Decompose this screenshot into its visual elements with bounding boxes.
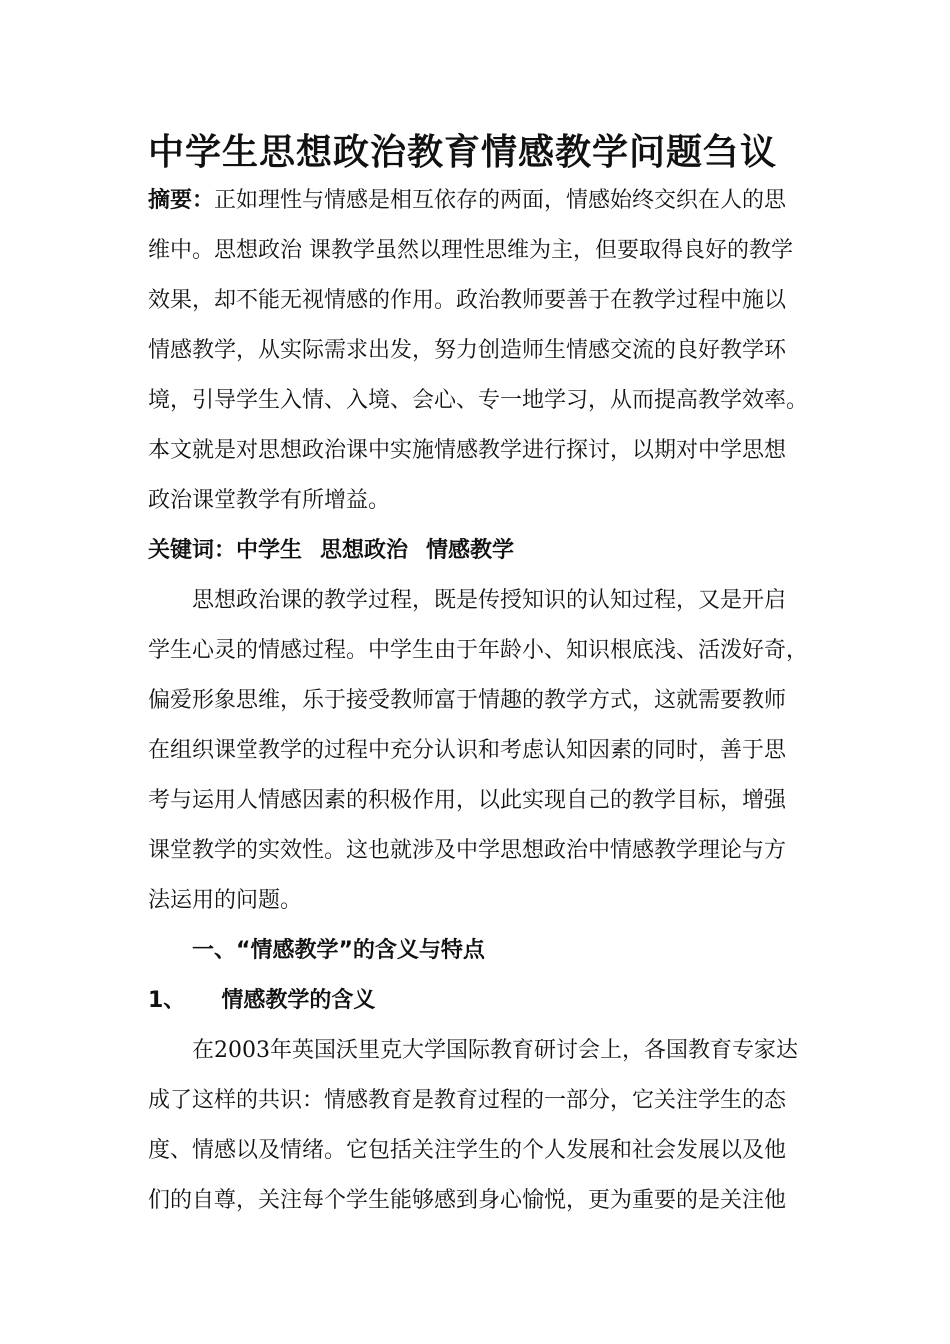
keyword: 中学生 <box>236 538 303 563</box>
abstract-line: 本文就是对思想政治课中实施情感教学进行探讨，以期对中学思想 <box>148 438 787 463</box>
abstract-label: 摘要： <box>148 188 215 213</box>
section-heading: 一、“情感教学”的含义与特点 <box>192 938 485 963</box>
subsection-title: 情感教学的含义 <box>221 988 376 1013</box>
abstract-line: 维中。思想政治 课教学虽然以理性思维为主，但要取得良好的教学 <box>148 238 793 263</box>
abstract-line <box>148 186 808 216</box>
paragraph-line: 在组织课堂教学的过程中充分认识和考虑认知因素的同时，善于思 <box>148 738 787 763</box>
paragraph-line: 法运用的问题。 <box>148 888 303 913</box>
paragraph-line: 成了这样的共识：情感教育是教育过程的一部分，它关注学生的态 <box>148 1088 787 1113</box>
keyword: 情感教学 <box>426 538 515 563</box>
keyword: 思想政治 <box>320 538 409 563</box>
paragraph-line: 学生心灵的情感过程。中学生由于年龄小、知识根底浅、活泼好奇， <box>148 638 808 663</box>
paragraph-line: 在2003年英国沃里克大学国际教育研讨会上，各国教育专家达 <box>192 1038 798 1063</box>
paragraph-line: 思想政治课的教学过程，既是传授知识的认知过程，又是开启 <box>192 588 787 613</box>
paragraph-line: 课堂教学的实效性。这也就涉及中学思想政治中情感教学理论与方 <box>148 838 787 863</box>
keywords-label: 关键词： <box>148 538 237 563</box>
paragraph-line: 度、情感以及情绪。它包括关注学生的个人发展和社会发展以及他 <box>148 1138 787 1163</box>
abstract-line: 境，引导学生入情、入境、会心、专一地学习，从而提高教学效率。 <box>148 388 808 413</box>
paragraph-line: 们的自尊，关注每个学生能够感到身心愉悦，更为重要的是关注他 <box>148 1188 787 1213</box>
keywords-line <box>148 536 808 566</box>
subsection-heading <box>148 986 808 1016</box>
abstract-text: 正如理性与情感是相互依存的两面，情感始终交织在人的思 <box>214 188 787 213</box>
subsection-number: 1、 <box>148 988 186 1013</box>
paragraph-line: 偏爱形象思维，乐于接受教师富于情趣的教学方式，这就需要教师 <box>148 688 787 713</box>
document-title: 中学生思想政治教育情感教学问题刍议 <box>148 132 778 173</box>
abstract-line: 效果，却不能无视情感的作用。政治教师要善于在教学过程中施以 <box>148 288 787 313</box>
paragraph-line: 考与运用人情感因素的积极作用，以此实现自己的教学目标，增强 <box>148 788 787 813</box>
abstract-line: 情感教学，从实际需求出发，努力创造师生情感交流的良好教学环 <box>148 338 787 363</box>
abstract-line: 政治课堂教学有所增益。 <box>148 488 391 513</box>
